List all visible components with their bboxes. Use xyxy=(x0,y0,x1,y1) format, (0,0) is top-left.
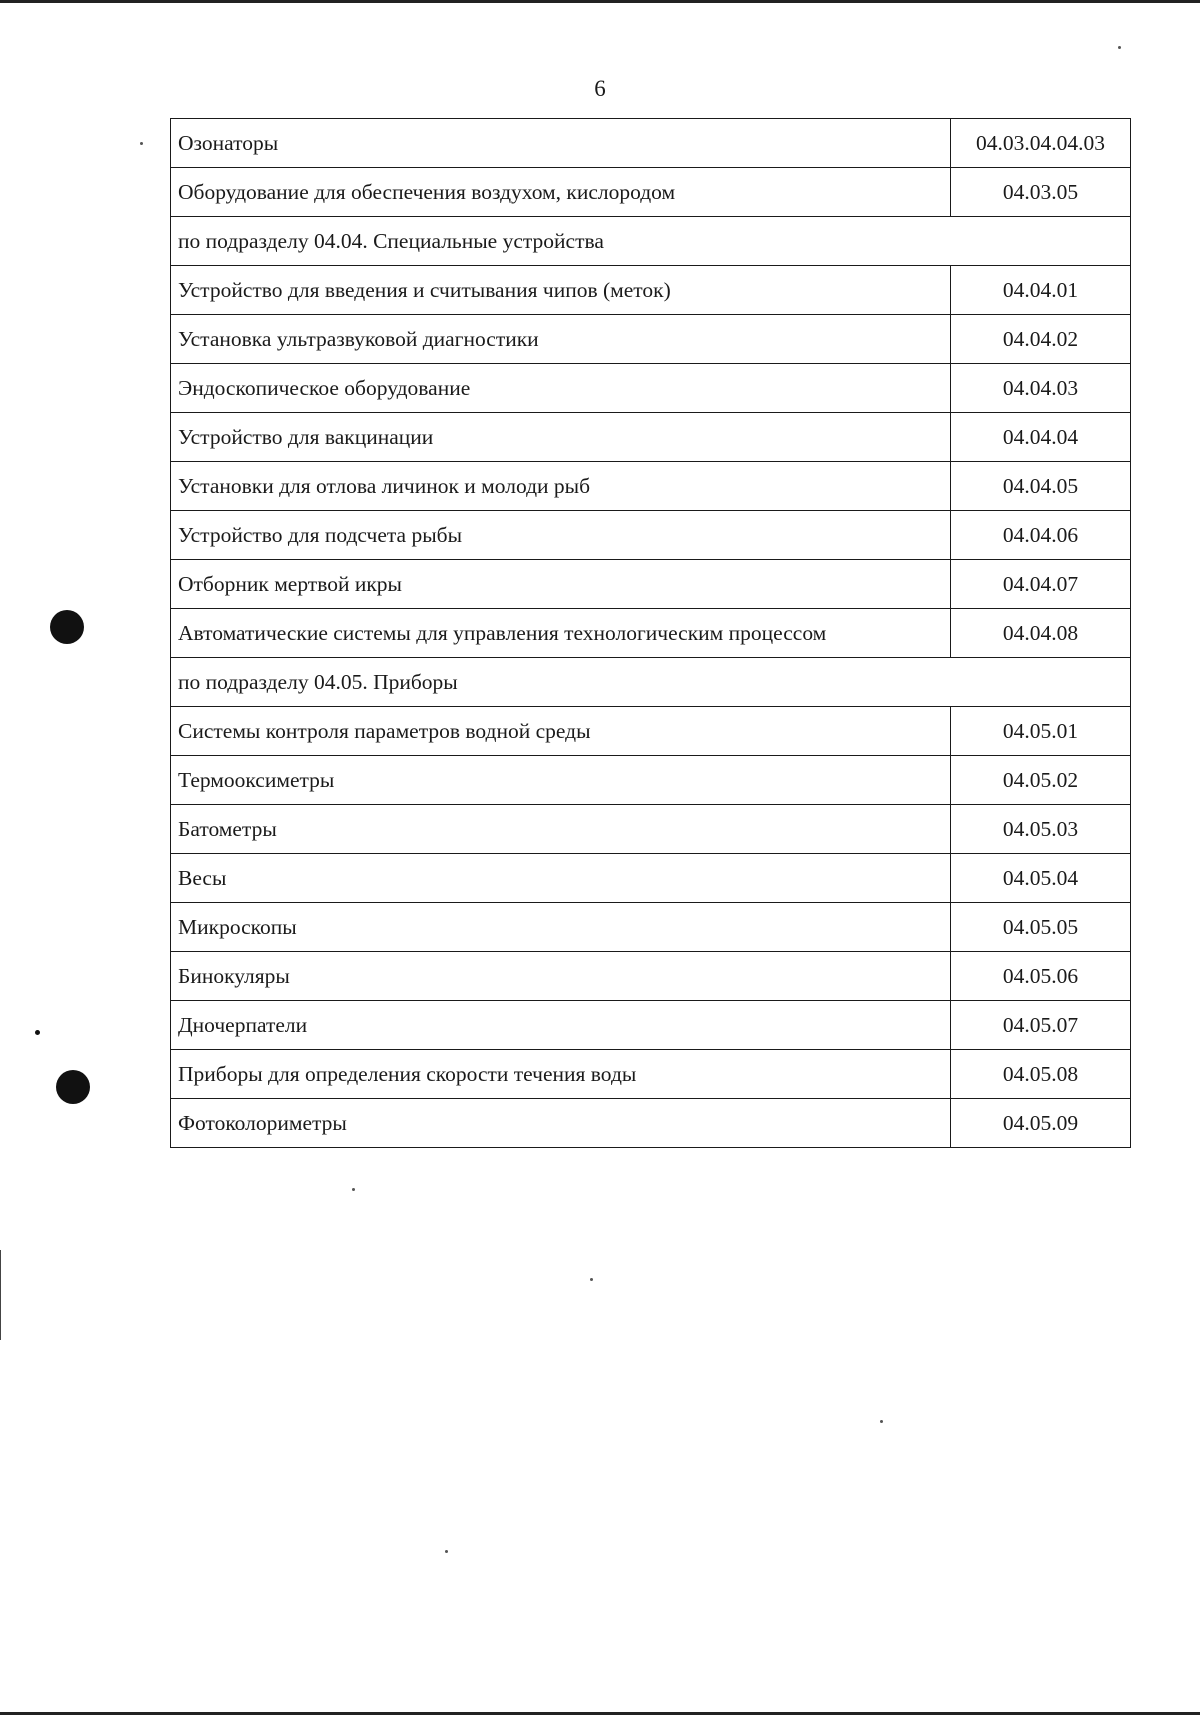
equipment-code: 04.05.05 xyxy=(951,903,1131,952)
punch-hole-upper xyxy=(50,610,84,644)
table-row xyxy=(171,266,1131,315)
equipment-table xyxy=(170,118,1131,1148)
table-row xyxy=(171,560,1131,609)
equipment-code: 04.05.06 xyxy=(951,952,1131,1001)
table-row xyxy=(171,707,1131,756)
equipment-name: Термооксиметры xyxy=(171,756,951,805)
equipment-name: Автоматические системы для управления технологическим процессом xyxy=(171,609,951,658)
table-row xyxy=(171,854,1131,903)
page-number: 6 xyxy=(594,76,606,101)
scan-edge-bottom xyxy=(0,1712,1200,1715)
equipment-name: Микроскопы xyxy=(171,903,951,952)
equipment-code: 04.04.07 xyxy=(951,560,1131,609)
table-row xyxy=(171,952,1131,1001)
table-row xyxy=(171,805,1131,854)
equipment-name: Бинокуляры xyxy=(171,952,951,1001)
table-row xyxy=(171,1001,1131,1050)
scan-speck xyxy=(352,1188,355,1191)
scan-speck xyxy=(1118,46,1121,49)
section-row xyxy=(171,217,1131,266)
equipment-name: Оборудование для обеспечения воздухом, кислородом xyxy=(171,168,951,217)
equipment-code: 04.05.03 xyxy=(951,805,1131,854)
section-heading: по подразделу 04.04. Специальные устройства xyxy=(171,217,1131,266)
table-row xyxy=(171,462,1131,511)
equipment-code: 04.05.07 xyxy=(951,1001,1131,1050)
equipment-name: Фотоколориметры xyxy=(171,1099,951,1148)
table-row xyxy=(171,413,1131,462)
equipment-code: 04.05.04 xyxy=(951,854,1131,903)
table-row xyxy=(171,756,1131,805)
equipment-name: Отборник мертвой икры xyxy=(171,560,951,609)
table-row xyxy=(171,609,1131,658)
scan-margin-line xyxy=(0,1250,1,1340)
equipment-name: Системы контроля параметров водной среды xyxy=(171,707,951,756)
scan-edge-top xyxy=(0,0,1200,3)
equipment-code: 04.03.05 xyxy=(951,168,1131,217)
equipment-name: Устройство для вакцинации xyxy=(171,413,951,462)
equipment-name: Батометры xyxy=(171,805,951,854)
equipment-code: 04.04.05 xyxy=(951,462,1131,511)
scan-speck xyxy=(445,1550,448,1553)
scan-speck xyxy=(140,142,143,145)
equipment-table-body xyxy=(171,119,1131,1148)
equipment-table-container xyxy=(170,118,1130,1148)
table-row xyxy=(171,511,1131,560)
equipment-name: Устройство для подсчета рыбы xyxy=(171,511,951,560)
table-row xyxy=(171,119,1131,168)
section-row xyxy=(171,658,1131,707)
scan-speck xyxy=(880,1420,883,1423)
equipment-code: 04.04.01 xyxy=(951,266,1131,315)
equipment-code: 04.04.06 xyxy=(951,511,1131,560)
table-row xyxy=(171,1099,1131,1148)
punch-hole-lower xyxy=(56,1070,90,1104)
equipment-name: Установка ультразвуковой диагностики xyxy=(171,315,951,364)
table-row xyxy=(171,1050,1131,1099)
equipment-code: 04.05.09 xyxy=(951,1099,1131,1148)
equipment-name: Дночерпатели xyxy=(171,1001,951,1050)
equipment-code: 04.05.01 xyxy=(951,707,1131,756)
equipment-name: Весы xyxy=(171,854,951,903)
table-row xyxy=(171,903,1131,952)
scan-speck xyxy=(590,1278,593,1281)
table-row xyxy=(171,168,1131,217)
equipment-code: 04.04.03 xyxy=(951,364,1131,413)
section-heading: по подразделу 04.05. Приборы xyxy=(171,658,1131,707)
equipment-name: Эндоскопическое оборудование xyxy=(171,364,951,413)
scan-speck xyxy=(35,1030,40,1035)
table-row xyxy=(171,315,1131,364)
equipment-code: 04.03.04.04.03 xyxy=(951,119,1131,168)
equipment-code: 04.05.08 xyxy=(951,1050,1131,1099)
equipment-name: Озонаторы xyxy=(171,119,951,168)
equipment-name: Установки для отлова личинок и молоди рыб xyxy=(171,462,951,511)
equipment-code: 04.04.08 xyxy=(951,609,1131,658)
equipment-code: 04.04.02 xyxy=(951,315,1131,364)
table-row xyxy=(171,364,1131,413)
equipment-code: 04.04.04 xyxy=(951,413,1131,462)
equipment-code: 04.05.02 xyxy=(951,756,1131,805)
equipment-name: Устройство для введения и считывания чипов (меток) xyxy=(171,266,951,315)
equipment-name: Приборы для определения скорости течения воды xyxy=(171,1050,951,1099)
